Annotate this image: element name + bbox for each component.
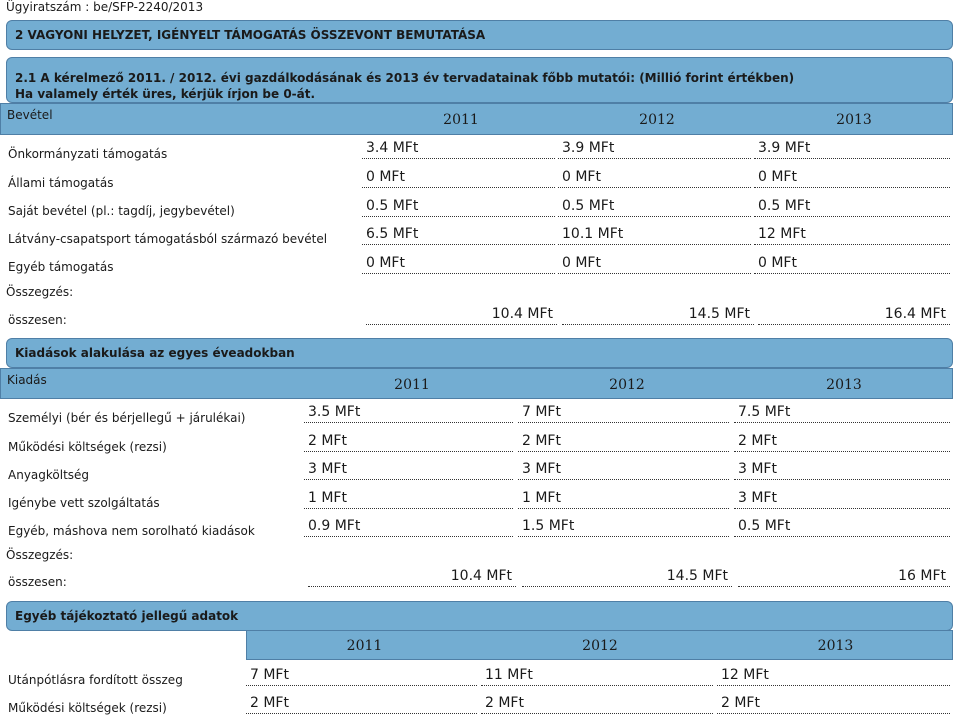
other-value-field[interactable]: 12 MFt	[717, 666, 950, 686]
expenses-title: Kiadások alakulása az egyes éveadokban	[15, 346, 295, 360]
revenue-row-label: Állami támogatás	[8, 176, 114, 190]
expense-value-field[interactable]: 2 MFt	[304, 432, 513, 452]
revenue-row-label: Saját bevétel (pl.: tagdíj, jegybevétel)	[8, 204, 235, 218]
expense-value-field[interactable]: 1.5 MFt	[518, 517, 729, 537]
expenses-title-bar	[6, 338, 953, 368]
revenue-value-field[interactable]: 3.9 MFt	[558, 139, 751, 159]
revenue-row-label: Önkormányzati támogatás	[8, 147, 168, 161]
expense-row-label: Egyéb, máshova nem sorolható kiadások	[8, 524, 255, 538]
revenue-value-field[interactable]: 0 MFt	[558, 254, 751, 274]
revenue-total-2012: 14.5 MFt	[562, 305, 754, 325]
revenue-value-field[interactable]: 10.1 MFt	[558, 225, 751, 245]
expense-value-field[interactable]: 2 MFt	[518, 432, 729, 452]
revenue-value-field[interactable]: 0 MFt	[362, 254, 555, 274]
expense-row-label: Anyagköltség	[8, 468, 90, 482]
other-row-label: Utánpótlásra fordított összeg	[8, 673, 183, 687]
other-info-header	[246, 630, 953, 660]
other-value-field[interactable]: 2 MFt	[246, 694, 477, 714]
revenue-value-field[interactable]: 0 MFt	[754, 168, 950, 188]
expense-row-label: Működési költségek (rezsi)	[8, 440, 167, 454]
revenue-year-2012: 2012	[639, 112, 675, 128]
expense-row-label: Igénybe vett szolgáltatás	[8, 496, 160, 510]
expense-value-field[interactable]: 0.5 MFt	[734, 517, 950, 537]
expense-value-field[interactable]: 2 MFt	[734, 432, 950, 452]
other-value-field[interactable]: 11 MFt	[481, 666, 713, 686]
expense-value-field[interactable]: 7 MFt	[518, 403, 729, 423]
expense-value-field[interactable]: 3 MFt	[734, 489, 950, 509]
revenue-value-field[interactable]: 0.5 MFt	[558, 197, 751, 217]
revenue-row-label: Látvány-csapatsport támogatásból származó bevétel	[8, 232, 328, 246]
expense-row-label: Személyi (bér és bérjellegű + járulékai)	[8, 411, 246, 425]
revenue-value-field[interactable]: 0 MFt	[558, 168, 751, 188]
revenue-row-label: Egyéb támogatás	[8, 260, 114, 274]
expenses-summary-label: Összegzés:	[6, 548, 74, 562]
revenue-value-field[interactable]: 12 MFt	[754, 225, 950, 245]
expenses-total-2011: 10.4 MFt	[308, 567, 516, 587]
revenue-total-label: összesen:	[8, 313, 67, 327]
subsection-line-1: 2.1 A kérelmező 2011. / 2012. évi gazdálkodásának és 2013 év tervadatainak főbb mutatói: (Millió forint értékben)	[15, 71, 795, 85]
revenue-year-2011: 2011	[443, 112, 479, 128]
document-reference: Ügyiratszám : be/SFP-2240/2013	[6, 0, 204, 14]
other-year-2011: 2011	[346, 638, 383, 654]
expense-value-field[interactable]: 1 MFt	[304, 489, 513, 509]
section-title-bar	[6, 20, 953, 50]
revenue-header	[0, 103, 953, 135]
expense-value-field[interactable]: 0.9 MFt	[304, 517, 513, 537]
other-info-title-bar	[6, 601, 953, 631]
expense-value-field[interactable]: 3 MFt	[518, 460, 729, 480]
other-value-field[interactable]: 2 MFt	[481, 694, 713, 714]
revenue-value-field[interactable]: 0 MFt	[754, 254, 950, 274]
revenue-value-field[interactable]: 0 MFt	[362, 168, 555, 188]
expense-value-field[interactable]: 3 MFt	[734, 460, 950, 480]
expense-value-field[interactable]: 7.5 MFt	[734, 403, 950, 423]
revenue-summary-label: Összegzés:	[6, 285, 74, 299]
other-info-title: Egyéb tájékoztató jellegű adatok	[15, 609, 239, 623]
revenue-value-field[interactable]: 0.5 MFt	[362, 197, 555, 217]
other-row-label: Működési költségek (rezsi)	[8, 701, 167, 715]
revenue-total-2013: 16.4 MFt	[758, 305, 950, 325]
revenue-value-field[interactable]: 3.9 MFt	[754, 139, 950, 159]
expense-value-field[interactable]: 1 MFt	[518, 489, 729, 509]
expenses-header-label: Kiadás	[7, 373, 47, 387]
revenue-total-2011: 10.4 MFt	[366, 305, 557, 325]
expenses-header	[0, 368, 953, 399]
subsection-line-2: Ha valamely érték üres, kérjük írjon be 0-át.	[15, 87, 316, 101]
expenses-year-2012: 2012	[609, 377, 645, 393]
expenses-year-2011: 2011	[394, 377, 430, 393]
subsection-bar	[6, 57, 953, 103]
revenue-value-field[interactable]: 3.4 MFt	[362, 139, 555, 159]
revenue-year-2013: 2013	[836, 112, 872, 128]
other-value-field[interactable]: 7 MFt	[246, 666, 477, 686]
other-year-2012: 2012	[582, 638, 618, 654]
revenue-value-field[interactable]: 6.5 MFt	[362, 225, 555, 245]
other-year-2013: 2013	[817, 638, 854, 654]
other-value-field[interactable]: 2 MFt	[717, 694, 950, 714]
expenses-total-2013: 16 MFt	[738, 567, 950, 587]
expense-value-field[interactable]: 3.5 MFt	[304, 403, 513, 423]
revenue-value-field[interactable]: 0.5 MFt	[754, 197, 950, 217]
expense-value-field[interactable]: 3 MFt	[304, 460, 513, 480]
section-title: 2 VAGYONI HELYZET, IGÉNYELT TÁMOGATÁS ÖSSZEVONT BEMUTATÁSA	[15, 28, 486, 42]
expenses-year-2013: 2013	[826, 377, 862, 393]
expenses-total-2012: 14.5 MFt	[522, 567, 732, 587]
revenue-header-label: Bevétel	[7, 108, 53, 122]
expenses-total-label: összesen:	[8, 575, 67, 589]
